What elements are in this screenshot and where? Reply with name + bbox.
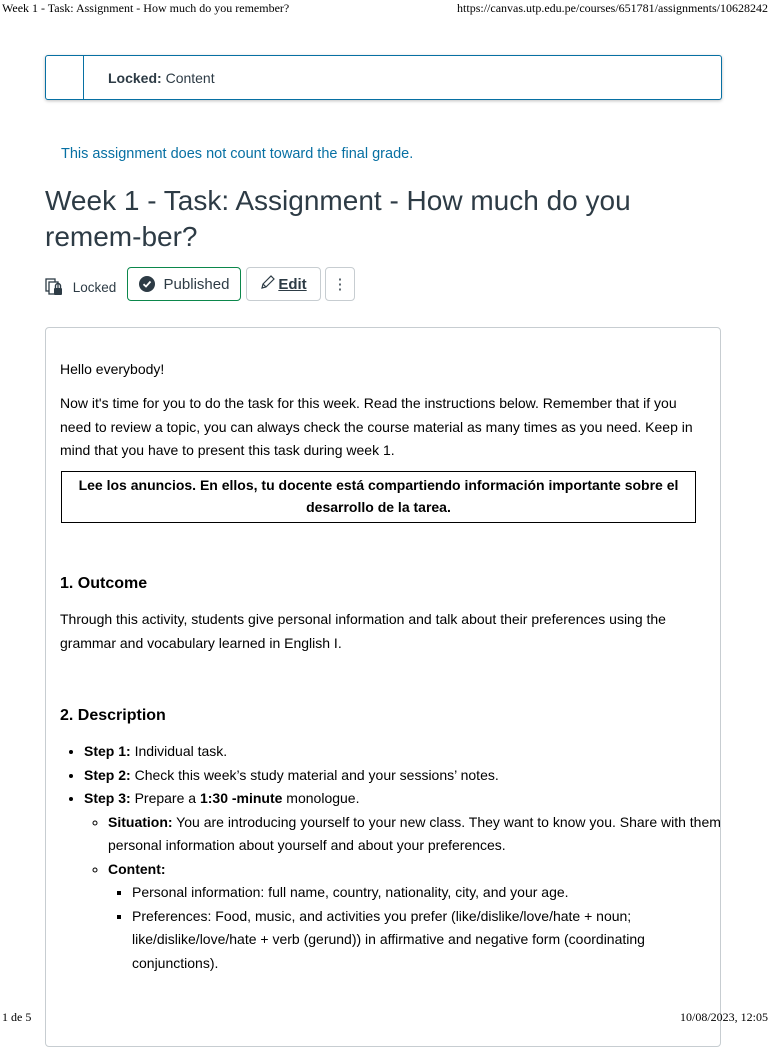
step3-label: Step 3: <box>84 790 131 806</box>
print-page-title: Week 1 - Task: Assignment - How much do you remember? <box>2 1 290 15</box>
published-button[interactable] <box>127 267 241 301</box>
description-heading: 2. Description <box>60 707 166 724</box>
assignment-description <box>45 327 721 1047</box>
print-header <box>0 0 768 16</box>
banner-text <box>108 70 215 86</box>
situation-text: You are introducing yourself to your new class. They want to know you. Share with them personal information about yourself and about your preferences. <box>108 813 721 853</box>
check-circle-icon <box>139 276 155 292</box>
pencil-icon <box>260 274 276 294</box>
print-url: https://canvas.utp.edu.pe/courses/651781/assignments/10628242 <box>457 1 768 15</box>
content-label: Content: <box>108 860 166 877</box>
steps-list <box>60 740 724 975</box>
grade-note: This assignment does not count toward the final grade. <box>61 146 414 162</box>
step1-label: Step 1: <box>84 743 131 759</box>
banner-locked-label: Locked: <box>108 70 162 86</box>
banner-icon-strip <box>46 56 84 99</box>
intro-paragraph: Now it's time for you to do the task for this week. Read the instructions below. Remember that if you need to review a topic, you can always check the course material as many times as you need. Keep in mind that you have to present this task during week 1. <box>60 395 693 458</box>
print-footer <box>0 1010 768 1024</box>
list-item <box>84 740 724 764</box>
step3-pre: Prepare a <box>130 790 200 806</box>
print-datetime: 10/08/2023, 12:05 <box>679 1010 768 1024</box>
header-actions <box>45 267 365 303</box>
page-title: Week 1 - Task: Assignment - How much do you remem-ber? <box>45 185 631 252</box>
banner-locked-value: Content <box>165 70 215 86</box>
step3-duration: 1:30 -minute <box>199 790 283 806</box>
list-item <box>84 787 724 975</box>
lock-icon <box>45 277 65 300</box>
situation-label: Situation: <box>108 813 173 830</box>
edit-label: Edit <box>278 275 307 293</box>
published-label: Published <box>163 275 230 293</box>
content-sublist <box>108 881 724 975</box>
outcome-heading: 1. Outcome <box>60 575 148 592</box>
step2-text: Check this week’s study material and your sessions’ notes. <box>130 766 499 783</box>
locked-label: Locked <box>72 280 117 296</box>
list-item: ▪ Preferences: Food, music, and activities you prefer (like/dislike/love/hate + noun; like/dislike/love/hate + verb (gerund)) in affirmative and negative form (coordinating conjunctions). <box>132 905 724 976</box>
step2-label: Step 2: <box>84 766 131 783</box>
step1-text: Individual task. <box>130 743 228 759</box>
notice-box: Lee los anuncios. En ellos, tu docente está compartiendo información importante sobre el desarrollo de la tarea. <box>61 471 696 523</box>
locked-banner <box>45 55 722 100</box>
list-item <box>108 811 724 858</box>
edit-button[interactable] <box>246 267 321 301</box>
list-item <box>84 764 724 788</box>
step3-post: monologue. <box>282 790 360 806</box>
outcome-paragraph: Through this activity, students give personal information and talk about their preferences using the grammar and vocabulary learned in English I. <box>60 611 666 651</box>
step3-sublist <box>84 811 724 976</box>
kebab-menu-icon: ⋮ <box>332 276 348 293</box>
list-item <box>108 858 724 976</box>
list-item: ▪ Personal information: full name, country, nationality, city, and your age. <box>132 881 724 905</box>
greeting: Hello everybody! <box>60 361 165 377</box>
page-number: 1 de 5 <box>2 1010 32 1024</box>
locked-indicator <box>45 277 116 300</box>
more-options-button[interactable] <box>325 267 355 301</box>
